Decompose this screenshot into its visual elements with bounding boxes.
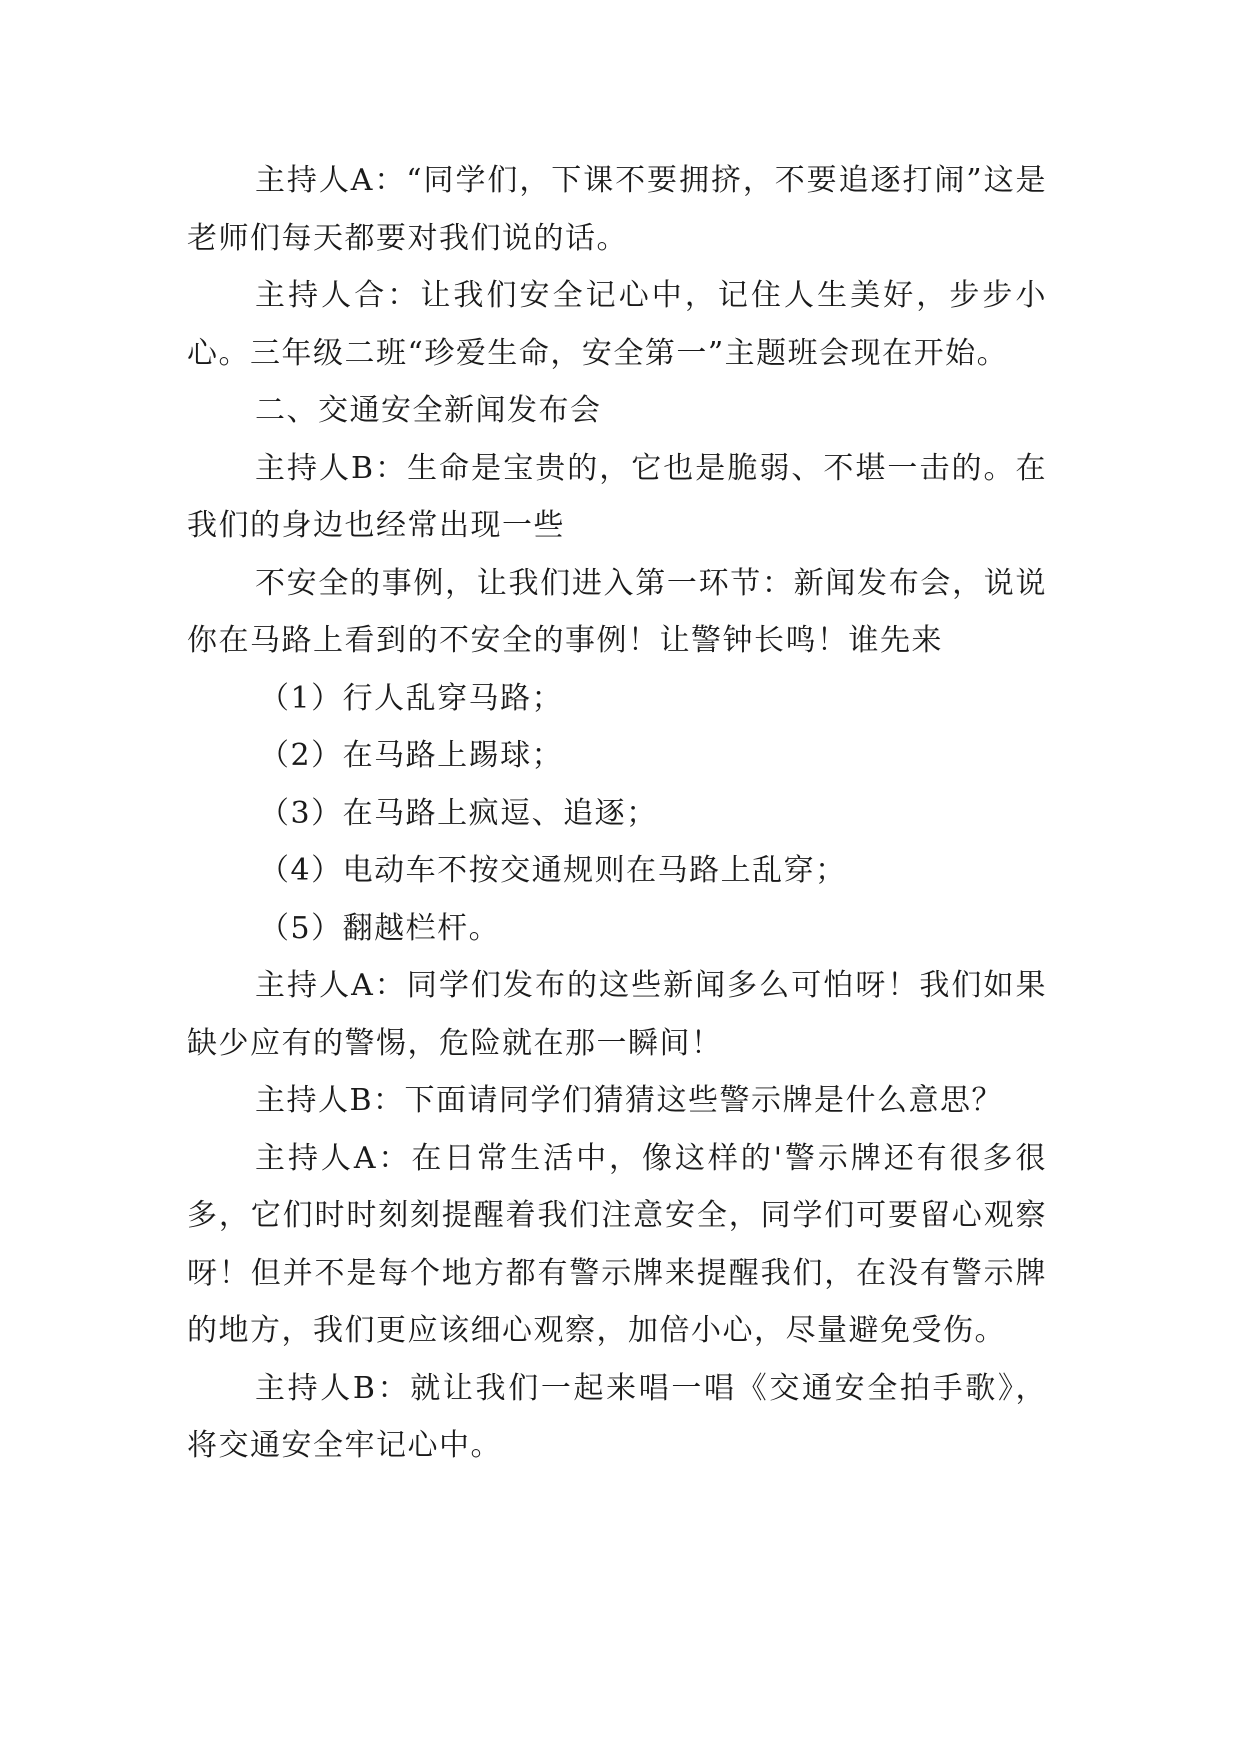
paragraph-host-b-signs: 主持人B：下面请同学们猜猜这些警示牌是什么意思？	[255, 1083, 1004, 1118]
paragraph-host-a-news: 主持人A：同学们发布的这些新闻多么可怕呀！我们如果缺少应有的警惕，危险就在那一瞬间！	[187, 968, 1047, 1061]
paragraph-host-a-intro: 主持人A：“同学们，下课不要拥挤，不要追逐打闹”这是老师们每天都要对我们说的话。	[187, 163, 1047, 256]
list-item: （4）电动车不按交通规则在马路上乱穿；	[259, 853, 847, 888]
list-item: （2）在马路上踢球；	[259, 738, 564, 773]
paragraph-host-a-signs: 主持人A：在日常生活中，像这样的'警示牌还有很多很多，它们时时刻刻提醒着我们注意安全，同学们可要留心观察呀！但并不是每个地方都有警示牌来提醒我们，在没有警示牌的地方，我们更应该细心观察，加倍小心，尽量避免受伤。	[187, 1140, 1047, 1348]
paragraph-hosts-together: 主持人合：让我们安全记心中，记住人生美好，步步小心。三年级二班“珍爱生命，安全第一”主题班会现在开始。	[187, 278, 1047, 371]
section-heading-traffic-news: 二、交通安全新闻发布会	[255, 393, 602, 428]
paragraph-host-b-song: 主持人B：就让我们一起来唱一唱《交通安全拍手歌》，将交通安全牢记心中。	[187, 1370, 1047, 1463]
paragraph-unsafe-examples: 不安全的事例，让我们进入第一环节：新闻发布会，说说你在马路上看到的不安全的事例！让警钟长鸣！谁先来	[187, 565, 1047, 658]
list-item: （3）在马路上疯逗、追逐；	[259, 795, 658, 831]
paragraph-host-b-life: 主持人B：生命是宝贵的，它也是脆弱、不堪一击的。在我们的身边也经常出现一些	[187, 450, 1047, 543]
list-item: （5）翻越栏杆。	[259, 910, 501, 946]
list-item: （1）行人乱穿马路；	[259, 680, 564, 716]
document-page	[187, 152, 1047, 1475]
